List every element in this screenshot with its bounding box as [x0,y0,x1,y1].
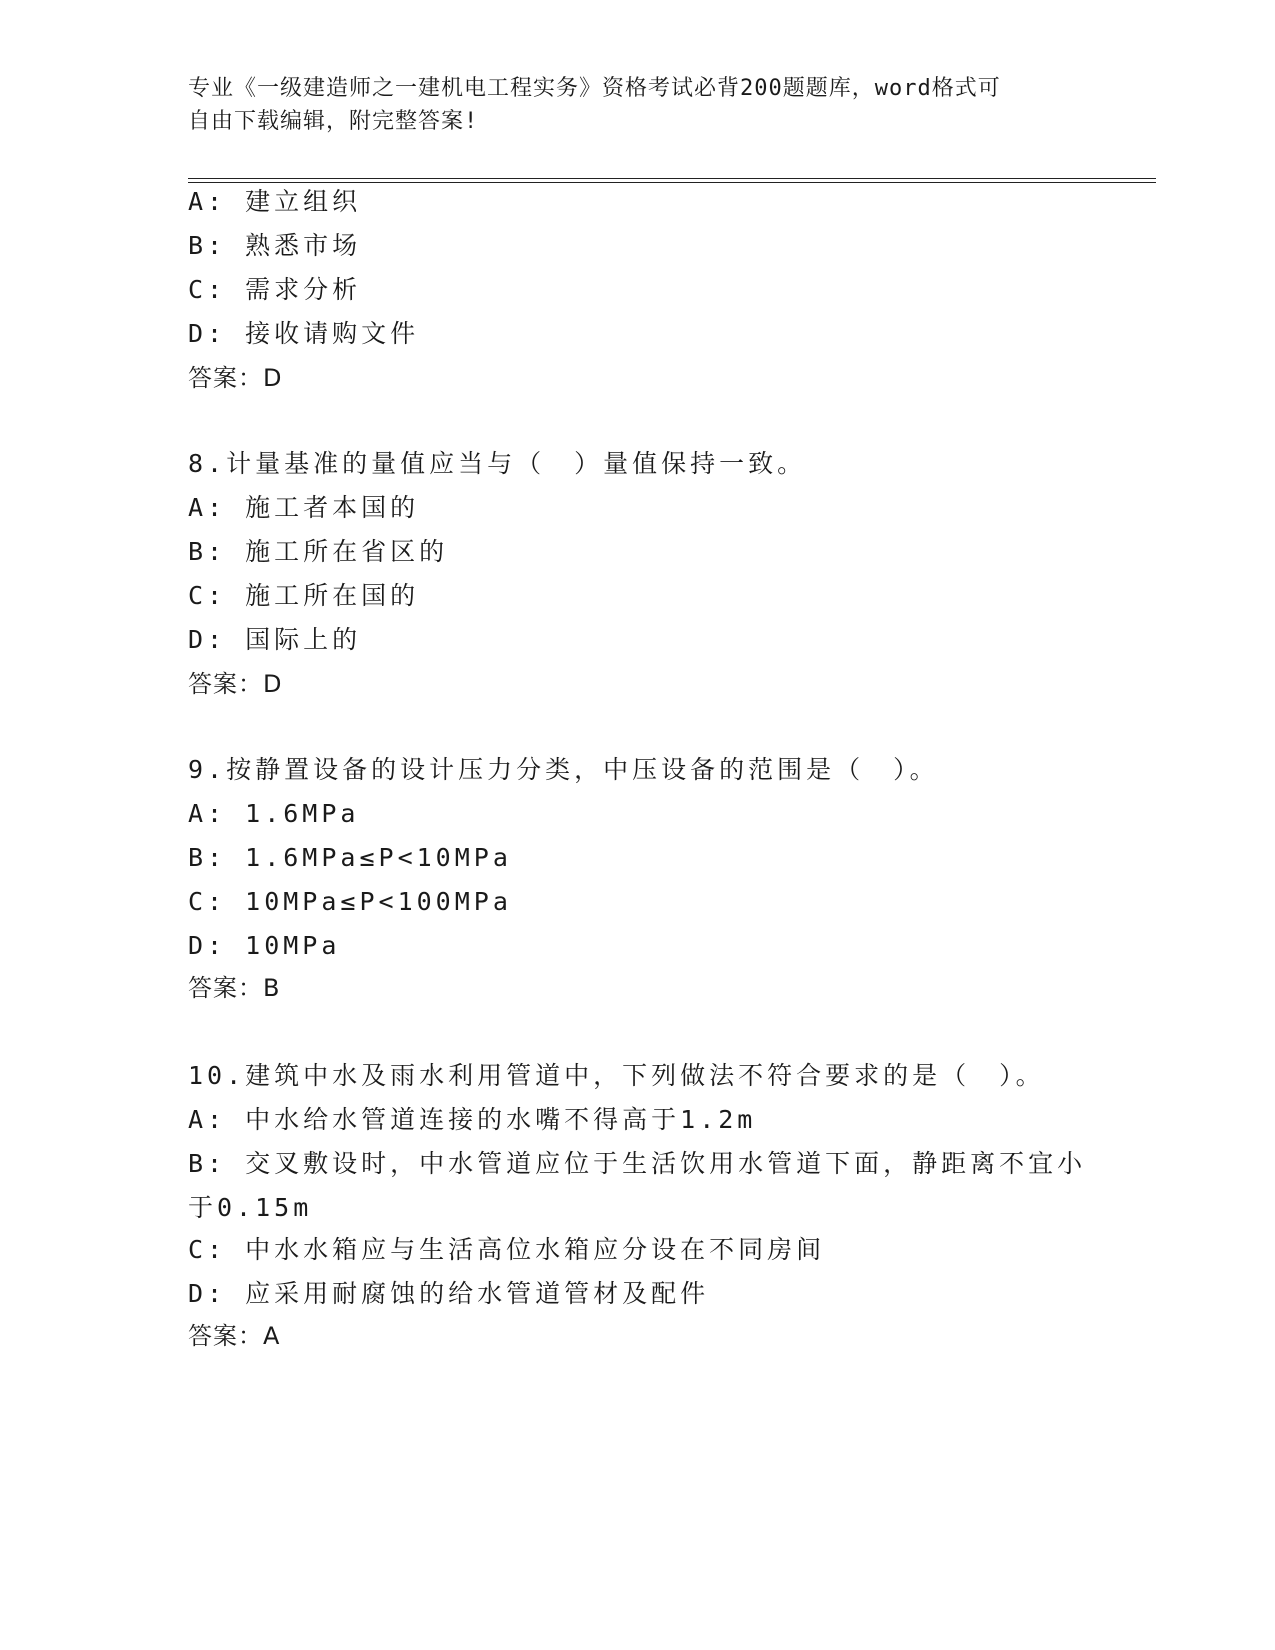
q10-stem: 10.建筑中水及雨水利用管道中，下列做法不符合要求的是（ ）。 [188,1061,1045,1090]
q10-option-a: A: 中水给水管道连接的水嘴不得高于1.2m [188,1105,757,1134]
q9-answer: 答案：B [188,974,281,1002]
q9-stem: 9.按静置设备的设计压力分类，中压设备的范围是（ ）。 [188,755,939,784]
q10-answer: 答案：A [188,1322,281,1350]
q7-option-c: C: 需求分析 [188,275,362,304]
q7-answer: 答案：D [188,364,283,392]
q9-option-a: A: 1.6MPa [188,799,360,828]
q9-option-d: D: 10MPa [188,931,341,960]
q7-option-b: B: 熟悉市场 [188,231,362,260]
q7-option-a: A: 建立组织 [188,187,362,216]
q8-option-b: B: 施工所在省区的 [188,537,449,566]
q8-option-a: A: 施工者本国的 [188,493,420,522]
header-line-2: 自由下载编辑，附完整答案! [188,109,479,134]
document-header [188,72,1068,138]
q8-option-d: D: 国际上的 [188,625,362,654]
q9-option-b: B: 1.6MPa≤P<10MPa [188,843,512,872]
q10-option-b-line-2: 于0.15m [188,1193,313,1222]
q8-answer: 答案：D [188,670,283,698]
header-line-1: 专业《一级建造师之一建机电工程实务》资格考试必背200题题库，word格式可 [188,76,1001,101]
q10-option-c: C: 中水水箱应与生活高位水箱应分设在不同房间 [188,1235,826,1264]
q7-option-d: D: 接收请购文件 [188,319,420,348]
q8-option-c: C: 施工所在国的 [188,581,420,610]
q8-stem: 8.计量基准的量值应当与（ ）量值保持一致。 [188,449,807,478]
q10-option-d: D: 应采用耐腐蚀的给水管道管材及配件 [188,1279,710,1308]
header-divider [188,178,1156,183]
q9-option-c: C: 10MPa≤P<100MPa [188,887,512,916]
q10-option-b-line-1: B: 交叉敷设时，中水管道应位于生活饮用水管道下面，静距离不宜小 [188,1149,1087,1178]
